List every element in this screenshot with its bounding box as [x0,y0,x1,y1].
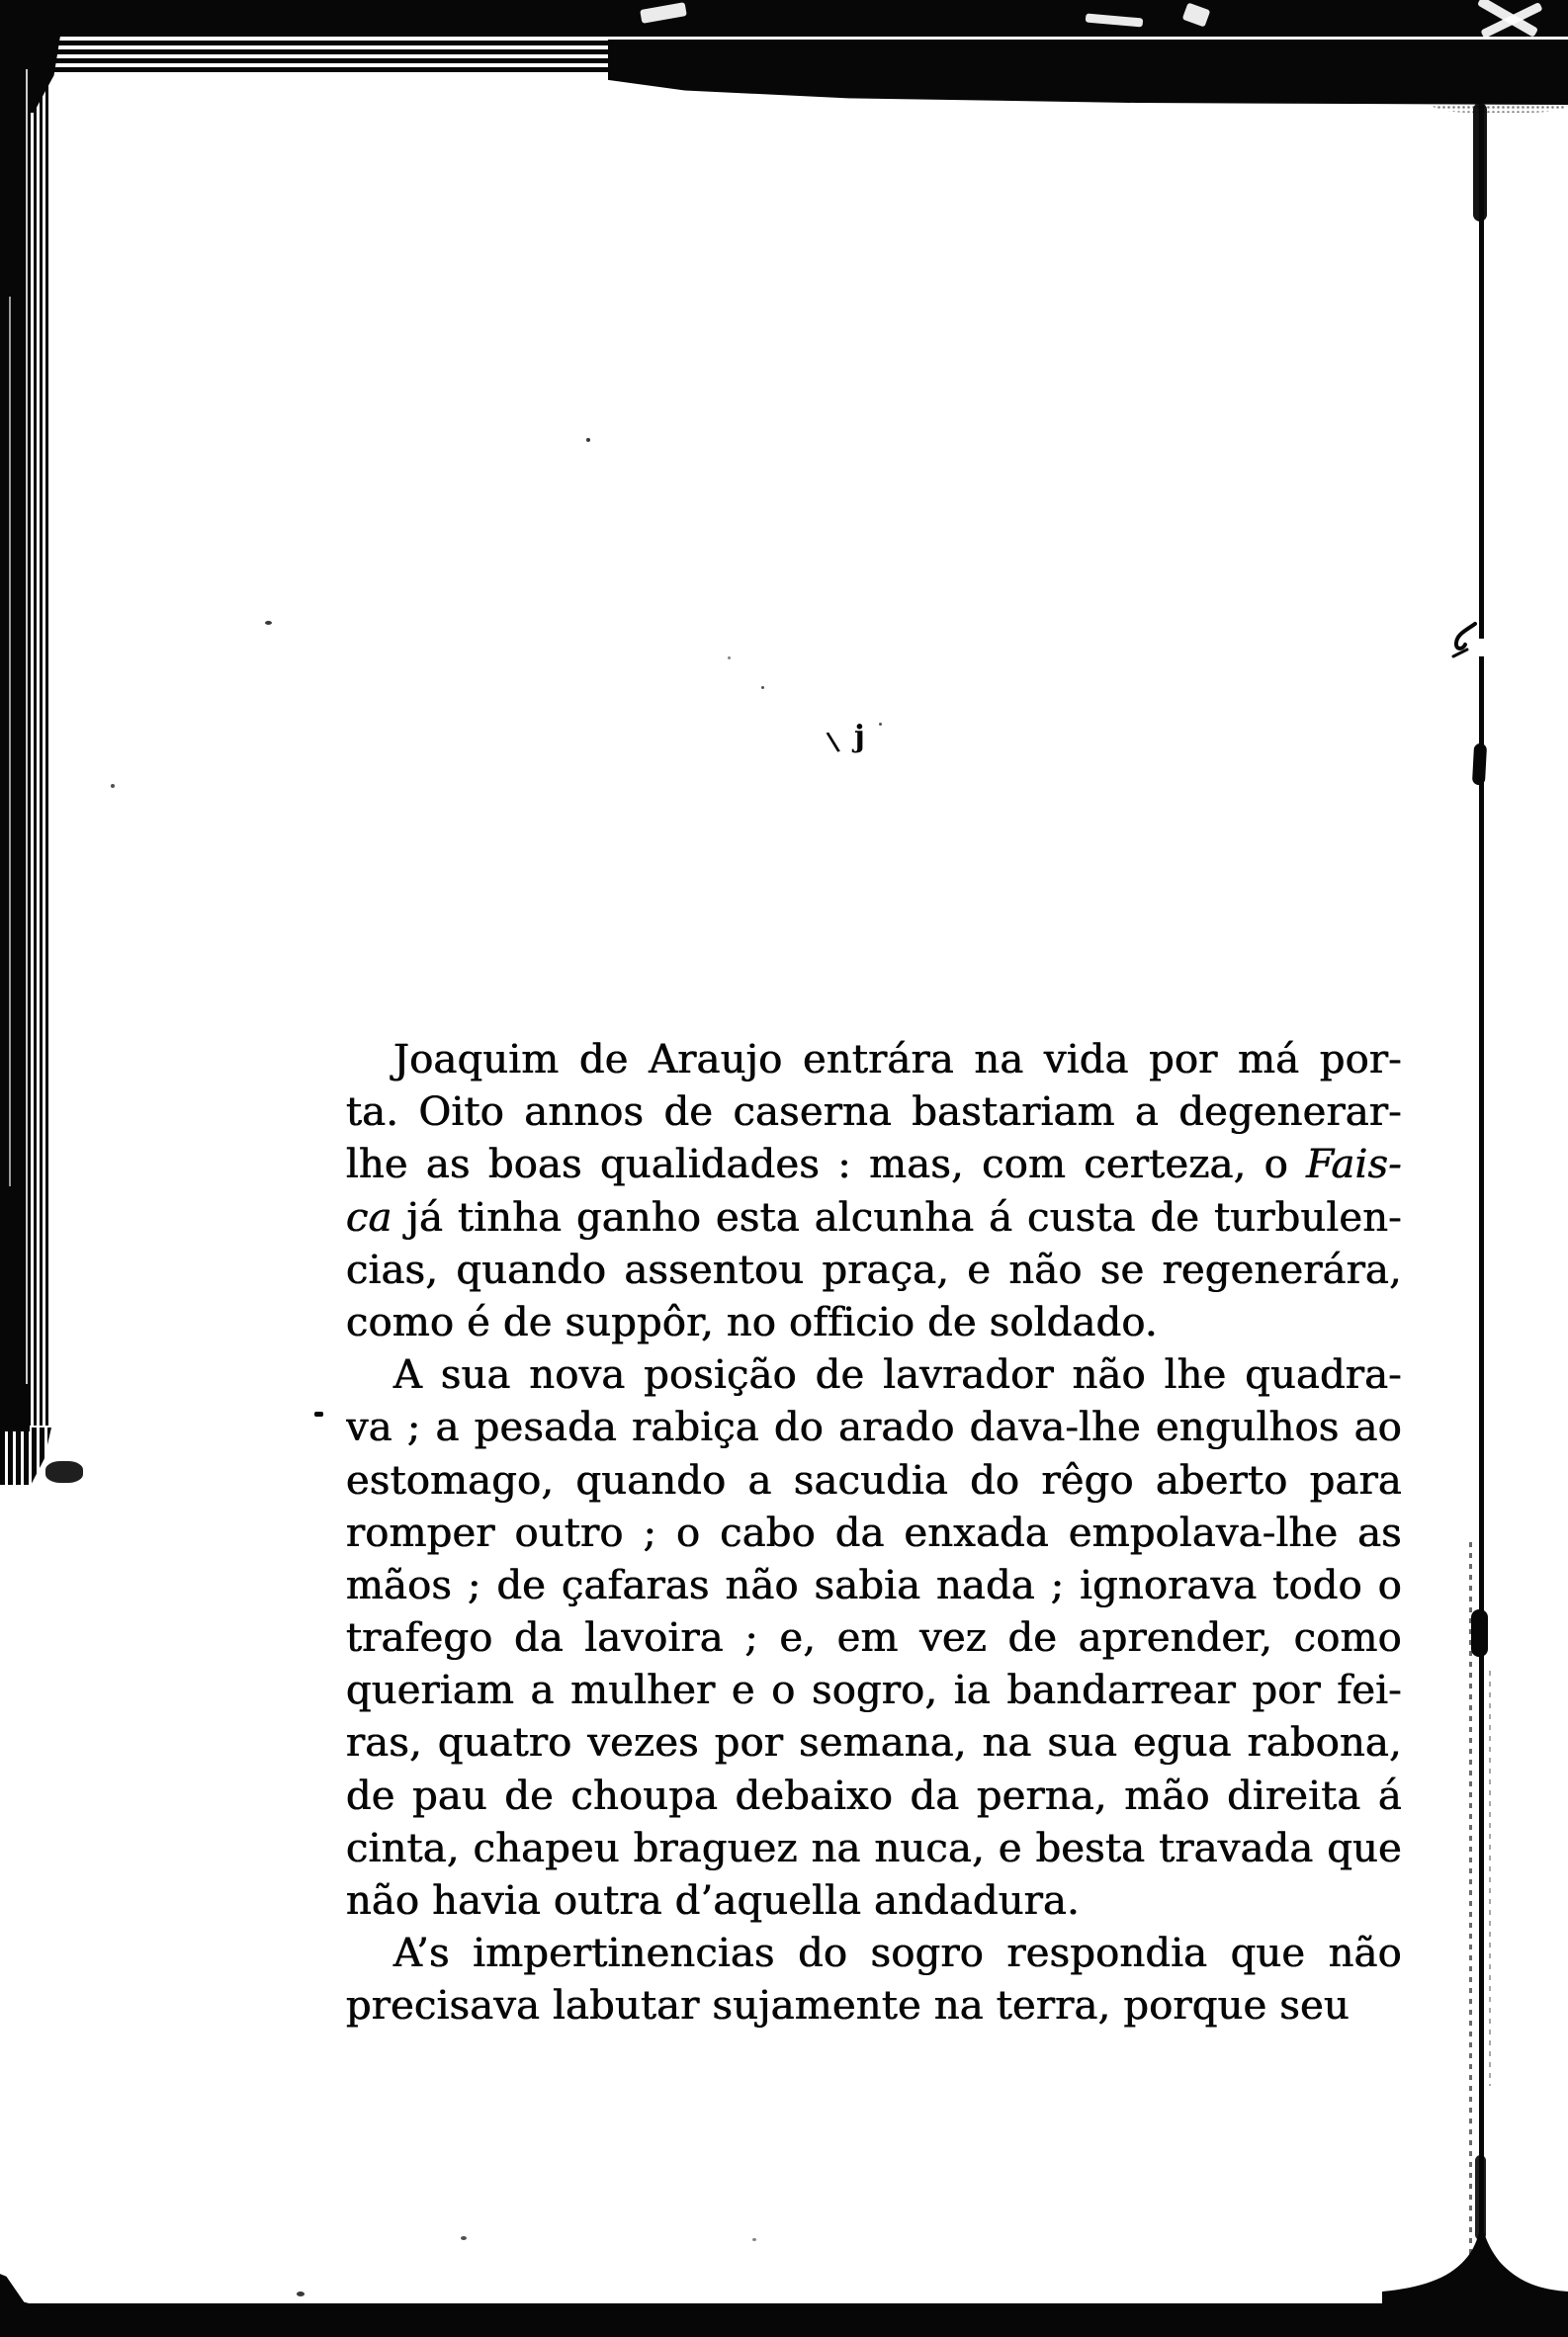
binding-ink-blob [45,1461,83,1483]
text-line: Joaquim de Araujo entrára na vida por má por- [393,1037,1402,1082]
scan-speck [265,621,272,625]
edge-line-knot [1471,1609,1488,1657]
scan-speck [461,2236,467,2240]
scan-speck [728,656,731,659]
bottom-scan-edge [0,2303,1568,2337]
text-line: de pau de choupa debaixo da perna, mão direita á [346,1773,1402,1819]
edge-line-blob [1472,743,1487,786]
top-scan-edge [0,0,1568,32]
stray-dash-mark [314,1412,323,1417]
bottom-right-binding-mound [1382,2232,1568,2307]
text-line: queriam a mulher e o sogro, ia bandarrear por fei- [346,1668,1402,1714]
text-line: precisava labutar sujamente na terra, porque seu [346,1983,1350,2030]
text-block [346,1034,1402,2034]
scan-speck [879,723,882,726]
binding-hairline [26,69,28,1384]
scan-speck [111,784,115,788]
top-right-scan-shadow [608,40,1568,105]
text-line: romper outro ; o cabo da enxada empolava-lhe as [346,1510,1402,1556]
scan-speck [297,2292,305,2296]
binding-hairline [9,297,11,1186]
edge-line-blob [1473,103,1487,221]
text-line: trafego da lavoira ; e, em vez de aprender, como [346,1615,1402,1662]
text-line: ca já tinha ganho esta alcunha á custa de turbulen- [346,1194,1402,1241]
right-page-edge-line [1479,656,1484,2264]
text-line: A’s impertinencias do sogro respondia que não [393,1931,1402,1977]
edge-line-hook-mark [1445,621,1479,664]
text-line: não havia outra d’aquella andadura. [346,1878,1081,1924]
text-line: va ; a pesada rabiça do arado dava-lhe engulhos ao [346,1405,1402,1451]
scan-speck [752,2238,756,2241]
edge-line-blob [1475,2155,1486,2240]
scan-speck [586,438,590,442]
text-line: mãos ; de çafaras não sabia nada ; ignorava todo o [346,1562,1402,1608]
text-line: ta. Oito annos de caserna bastariam a degenerar- [346,1089,1402,1136]
text-line: ras, quatro vezes por semana, na sua egua rabona, [346,1720,1402,1767]
left-binding-streaks [28,36,51,1426]
text-line: estomago, quando a sacudia do rêgo aberto para [346,1457,1402,1504]
edge-line-speckle [1489,1671,1491,2086]
text-line: lhe as boas qualidades : mas, com certeza, o Fais- [346,1142,1402,1188]
text-line: cias, quando assentou praça, e não se regenerára, [346,1247,1402,1293]
scan-speck [761,686,764,689]
text-line: como é de suppôr, no officio de soldado. [346,1299,1158,1345]
text-line: cinta, chapeu braguez na nuca, e besta travada que [346,1825,1402,1871]
left-binding-tail [0,1428,51,1485]
edge-top-speckle [1432,85,1568,113]
ink-mark-backslash: \ [825,727,841,758]
text-line: A sua nova posição de lavrador não lhe quadra- [393,1352,1402,1399]
ink-mark-j: j [854,720,865,754]
edge-line-speckle [1469,1542,1472,2264]
